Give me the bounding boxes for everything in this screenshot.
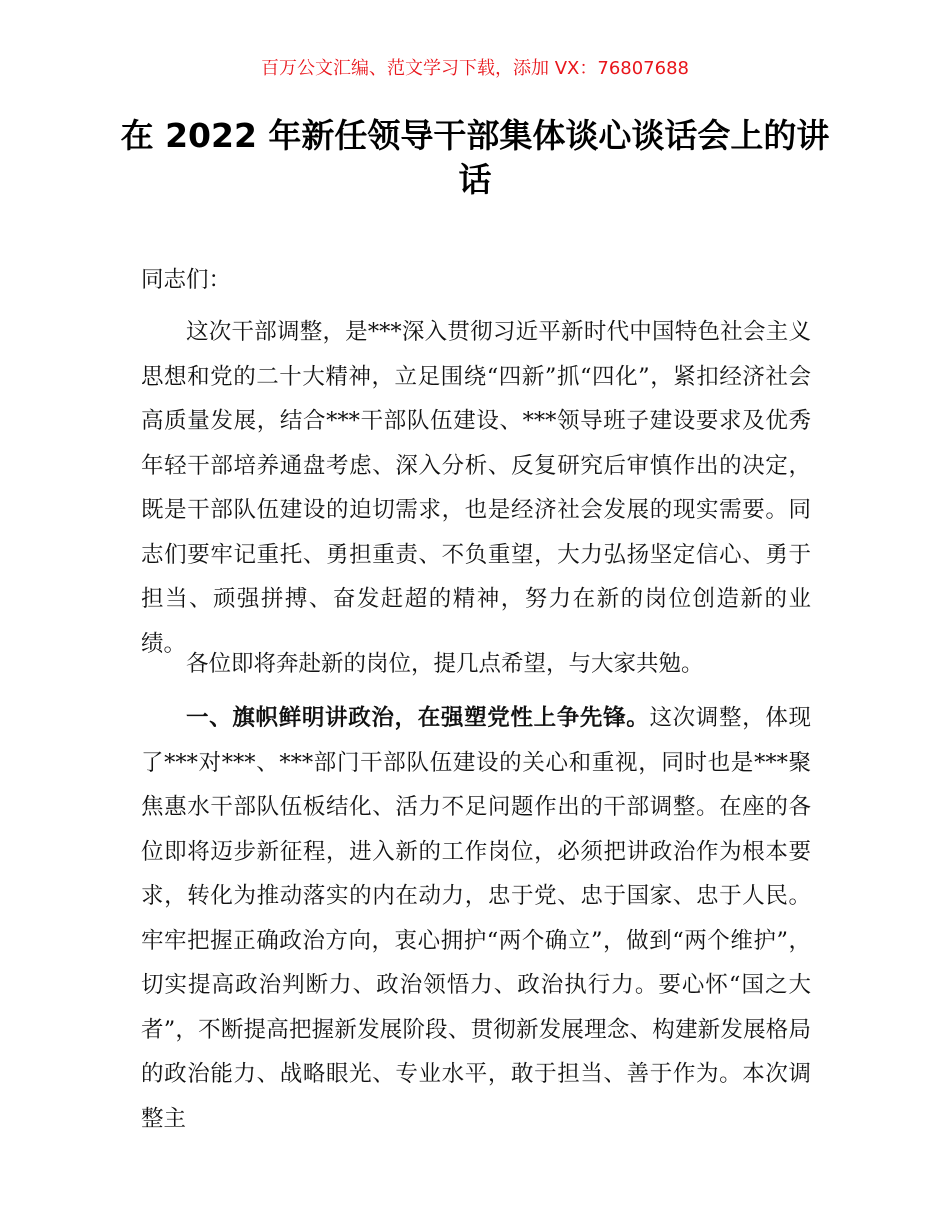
paragraph-2: 各位即将奔赴新的岗位，提几点希望，与大家共勉。 <box>186 651 704 677</box>
paragraph-3-text: 这次调整，体现了***对***、***部门干部队伍建设的关心和重视，同时也是***聚焦惠水干部队伍板结化、活力不足问题作出的干部调整。在座的各位即将迈步新征程，进入新的工作岗位，必须把讲政治作为根本要求，转化为推动落实的内在动力，忠于党、忠于国家、忠于人民。牢牢把握正确政治方向，衷心拥护“两个确立”，做到“两个维护”，切实提高政治判断力、政治领悟力、政治执行力。要心怀“国之大者”，不断提高把握新发展阶段、贯彻新发展理念、构建新发展格局的政治能力、战略眼光、专业水平，敢于担当、善于作为。本次调整主 <box>141 705 811 1132</box>
document-title: 在 2022 年新任领导干部集体谈心谈话会上的讲话 <box>120 116 830 199</box>
section-heading-1: 一、旗帜鲜明讲政治，在强塑党性上争先锋。 <box>186 705 650 731</box>
paragraph-1: 这次干部调整，是***深入贯彻习近平新时代中国特色社会主义思想和党的二十大精神，立足围绕“四新”抓“四化”，紧扣经济社会高质量发展，结合***干部队伍建设、***领导班子建设要求及优秀年轻干部培养通盘考虑、深入分析、反复研究后审慎作出的决定，既是干部队伍建设的迫切需求，也是经济社会发展的现实需要。同志们要牢记重托、勇担重责、不负重望，大力弘扬坚定信心、勇于担当、顽强拼搏、奋发赶超的精神，努力在新的岗位创造新的业绩。 <box>141 319 811 657</box>
salutation: 同志们： <box>141 267 232 293</box>
header-banner: 百万公文汇编、范文学习下载，添加 VX：76807688 <box>261 58 689 79</box>
paragraph-3 <box>141 696 811 1141</box>
